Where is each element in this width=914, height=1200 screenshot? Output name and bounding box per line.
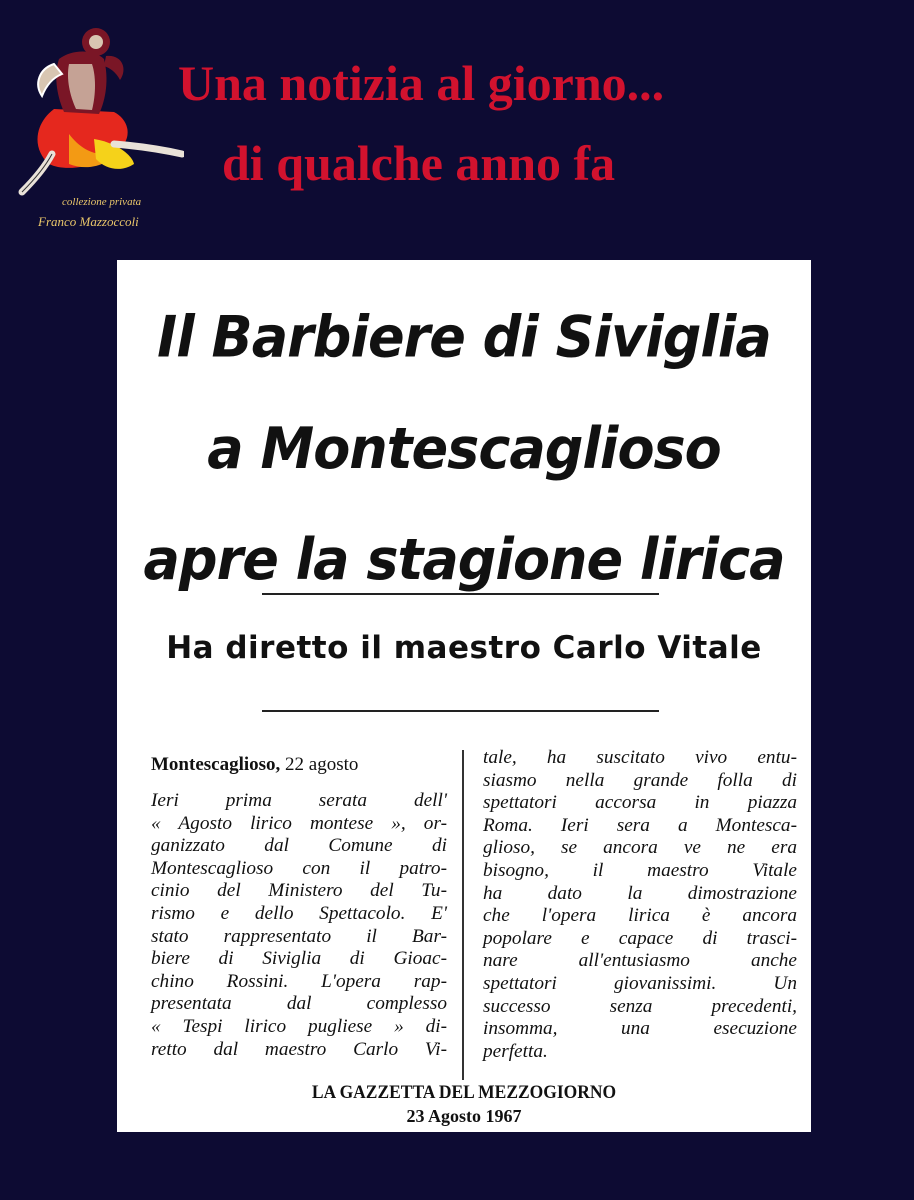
text-line: spettatori accorsa in piazza	[483, 792, 797, 814]
text-line: chino Rossini. L'opera rap-	[151, 970, 447, 992]
article-column-1	[151, 790, 447, 1061]
newspaper-name: LA GAZZETTA DEL MEZZOGIORNO	[311, 1082, 617, 1103]
headline-line: a Montescaglioso	[207, 415, 721, 482]
article-column-2	[483, 747, 797, 1063]
divider-rule	[262, 710, 659, 712]
logo-caption-line1: collezione privata	[62, 196, 142, 208]
headline	[117, 282, 811, 616]
text-line: biere di Siviglia di Gioac-	[151, 948, 447, 970]
text-line: rismo e dello Spettacolo. E'	[151, 902, 447, 924]
banner-line1: Una notizia al giorno...	[178, 55, 665, 111]
text-line: cinio del Ministero del Tu-	[151, 880, 447, 902]
text-line: siasmo nella grande folla di	[483, 769, 797, 791]
headline-line: Il Barbiere di Siviglia	[157, 304, 771, 371]
text-line: « Agosto lirico montese », or-	[151, 812, 447, 834]
collection-logo	[14, 14, 184, 229]
text-line: popolare e capace di trasci-	[483, 927, 797, 949]
text-line: bisogno, il maestro Vitale	[483, 859, 797, 881]
banner-line2: di qualche anno fa	[222, 135, 616, 191]
text-line: Ieri prima serata dell'	[151, 790, 447, 811]
dateline-place: Montescaglioso,	[151, 754, 281, 775]
publication-date: 23 Agosto 1967	[406, 1106, 522, 1126]
text-line: insomma, una esecuzione	[483, 1018, 797, 1040]
headline-line: apre la stagione lirica	[143, 526, 785, 593]
text-line: glioso, se ancora ve ne era	[483, 837, 797, 859]
dancer-illustration-icon	[14, 14, 184, 199]
text-line: Roma. Ieri sera a Montesca-	[483, 814, 797, 836]
text-line: stato rappresentato il Bar-	[151, 925, 447, 947]
divider-rule	[262, 593, 659, 595]
text-line: perfetta.	[483, 1040, 548, 1062]
logo-caption-line2: Franco Mazzoccoli	[38, 214, 139, 229]
text-line: presentata dal complesso	[151, 993, 447, 1015]
text-line: ha dato la dimostrazione	[483, 882, 797, 904]
text-line: nare all'entusiasmo anche	[483, 950, 797, 972]
text-line: retto dal maestro Carlo Vi-	[151, 1038, 447, 1060]
text-line: « Tespi lirico pugliese » di-	[151, 1015, 447, 1037]
column-divider	[462, 750, 464, 1080]
text-line: Montescaglioso con il patro-	[151, 857, 447, 879]
text-line: tale, ha suscitato vivo entu-	[483, 747, 797, 768]
newspaper-clipping	[117, 260, 811, 1132]
text-line: successo senza precedenti,	[483, 995, 797, 1017]
text-line: spettatori giovanissimi. Un	[483, 972, 797, 994]
dateline-date: 22 agosto	[285, 754, 359, 775]
dateline	[151, 754, 358, 776]
text-line: ganizzato dal Comune di	[151, 835, 447, 857]
text-line: che l'opera lirica è ancora	[483, 905, 797, 927]
subheadline: Ha diretto il maestro Carlo Vitale	[166, 630, 762, 666]
